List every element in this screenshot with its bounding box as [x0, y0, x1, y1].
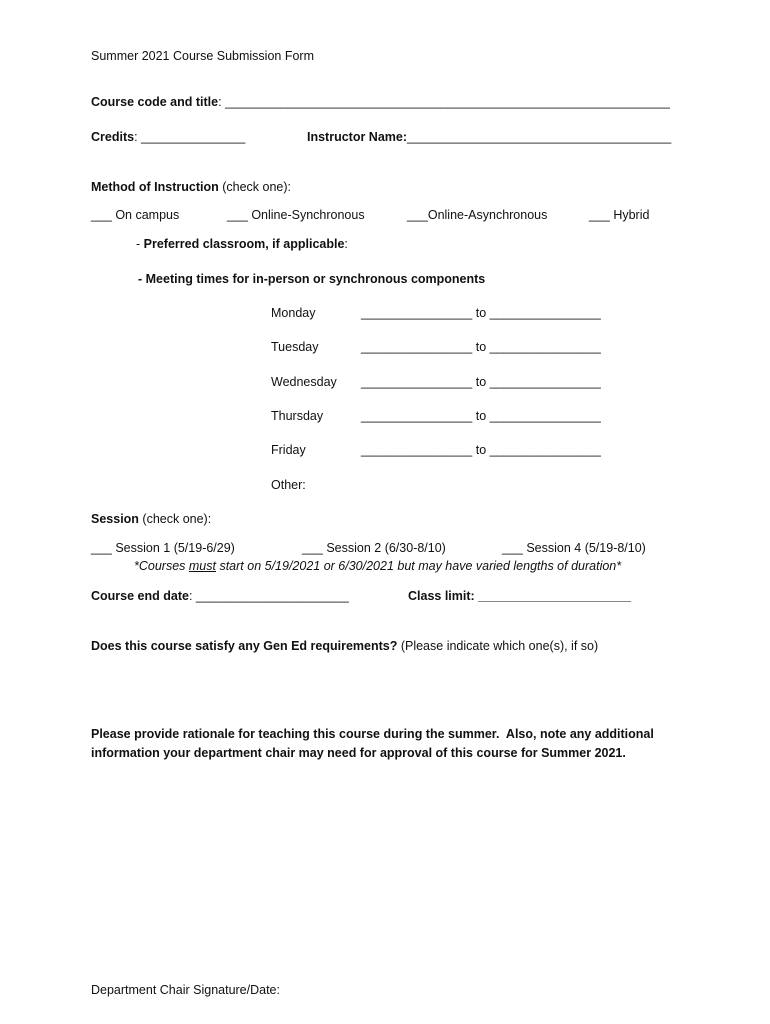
method-label: Method of Instruction	[91, 180, 219, 194]
schedule-row-thursday	[361, 408, 601, 424]
instructor-label: Instructor Name:	[307, 130, 408, 144]
signature-label: Department Chair Signature/Date:	[91, 983, 280, 997]
gen-ed-row	[91, 638, 598, 654]
day-label: Tuesday	[271, 340, 319, 354]
preferred-classroom-prefix: -	[136, 237, 144, 251]
time-to-field[interactable]: ________________	[489, 409, 601, 423]
to-label: to	[475, 443, 487, 457]
gen-ed-question: Does this course satisfy any Gen Ed requirements?	[91, 639, 398, 653]
course-code-field[interactable]: ________________________________________________________________	[225, 95, 670, 109]
class-limit-field[interactable]: ______________________	[474, 589, 632, 603]
schedule-row-tuesday	[361, 339, 601, 355]
end-date-label: Course end date	[91, 589, 189, 603]
session-option-2[interactable]: ___ Session 2 (6/30-8/10)	[302, 541, 446, 555]
session-option-1[interactable]: ___ Session 1 (5/19-6/29)	[91, 541, 235, 555]
day-label: Thursday	[271, 409, 324, 423]
preferred-classroom-label: Preferred classroom, if applicable	[143, 237, 345, 251]
schedule-row-wednesday	[361, 374, 601, 390]
to-label: to	[475, 409, 487, 423]
session-heading	[91, 511, 211, 527]
session-option-4[interactable]: ___ Session 4 (5/19-8/10)	[502, 541, 646, 555]
session-note	[134, 558, 621, 574]
instructor-field[interactable]: ______________________________________	[407, 130, 672, 144]
method-heading	[91, 179, 291, 195]
credits-label: Credits	[91, 130, 135, 144]
class-limit-label: Class limit:	[408, 589, 475, 603]
page-title: Summer 2021 Course Submission Form	[91, 49, 314, 63]
method-option-online-async[interactable]: ___Online-Asynchronous	[407, 208, 548, 222]
time-to-field[interactable]: ________________	[489, 443, 601, 457]
course-code-row	[91, 94, 670, 110]
time-from-field[interactable]: ________________	[361, 375, 473, 389]
meeting-times-label: - Meeting times for in-person or synchronous components	[138, 272, 486, 286]
day-label: Wednesday	[271, 375, 337, 389]
time-from-field[interactable]: ________________	[361, 443, 473, 457]
session-label: Session	[91, 512, 139, 526]
end-date-row	[91, 588, 349, 604]
rationale-line-1: Please provide rationale for teaching this course during the summer. Also, note any additional	[91, 727, 654, 741]
rationale-line-2: information your department chair may need for approval of this course for Summer 2021.	[91, 746, 626, 760]
schedule-row-friday	[361, 442, 601, 458]
preferred-classroom-colon: :	[344, 237, 348, 251]
session-note-must: must	[188, 559, 216, 573]
end-date-colon: :	[188, 589, 196, 603]
time-to-field[interactable]: ________________	[489, 340, 601, 354]
credits-field[interactable]: _______________	[141, 130, 246, 144]
day-label: Friday	[271, 443, 306, 457]
session-note-post: start on 5/19/2021 or 6/30/2021 but may have varied lengths of duration*	[215, 559, 622, 573]
session-hint: (check one):	[138, 512, 212, 526]
gen-ed-hint: (Please indicate which one(s), if so)	[397, 639, 599, 653]
to-label: to	[475, 340, 487, 354]
time-from-field[interactable]: ________________	[361, 409, 473, 423]
end-date-field[interactable]: ______________________	[195, 589, 349, 603]
other-label: Other:	[271, 478, 306, 492]
method-hint: (check one):	[218, 180, 292, 194]
schedule-row-monday	[361, 305, 601, 321]
session-note-pre: *Courses	[134, 559, 189, 573]
to-label: to	[475, 375, 487, 389]
to-label: to	[475, 306, 487, 320]
method-option-on-campus[interactable]: ___ On campus	[91, 208, 180, 222]
instructor-row	[307, 129, 671, 145]
method-option-hybrid[interactable]: ___ Hybrid	[589, 208, 650, 222]
course-code-label: Course code and title	[91, 95, 219, 109]
preferred-classroom-row	[136, 236, 348, 252]
time-to-field[interactable]: ________________	[489, 375, 601, 389]
class-limit-row	[408, 588, 631, 604]
course-code-colon: :	[218, 95, 226, 109]
method-option-online-sync[interactable]: ___ Online-Synchronous	[227, 208, 365, 222]
credits-colon: :	[134, 130, 142, 144]
time-from-field[interactable]: ________________	[361, 306, 473, 320]
credits-row	[91, 129, 245, 145]
time-from-field[interactable]: ________________	[361, 340, 473, 354]
day-label: Monday	[271, 306, 316, 320]
time-to-field[interactable]: ________________	[489, 306, 601, 320]
